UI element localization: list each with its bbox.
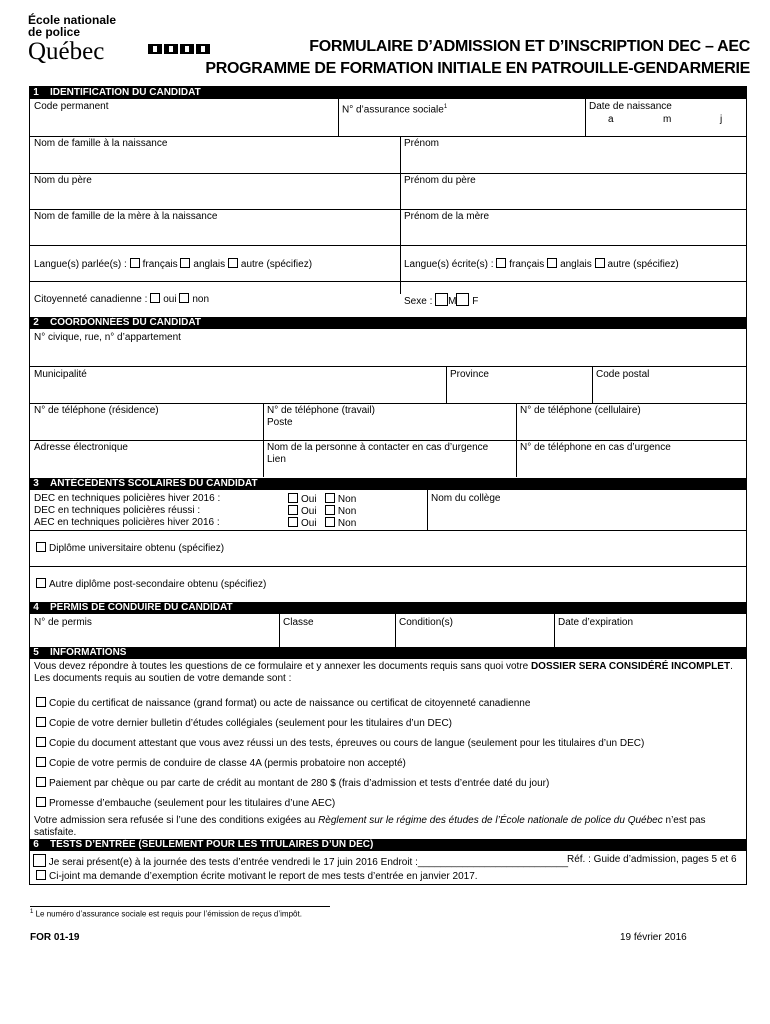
lien-label: Lien [267, 454, 286, 465]
logo-line3: Québec [28, 38, 105, 65]
form-title: FORMULAIRE D’ADMISSION ET D’INSCRIPTION DEC – AEC [309, 38, 750, 55]
doc-6-row: Promesse d’embauche (seulement pour les titulaires d’une AEC) [36, 797, 335, 810]
citoyennete-row: Citoyenneté canadienne : oui non [34, 294, 210, 305]
langues-ecrites-row: Langue(s) écrite(s) : français anglais autre (spécifiez) [404, 259, 679, 270]
form-code: FOR 01-19 [30, 932, 80, 943]
nom-mere-field[interactable]: Nom de famille de la mère à la naissance [34, 211, 218, 222]
prenom-field[interactable]: Prénom [404, 138, 440, 149]
footnote: $^1$ Le numéro d’assurance sociale est requis pour l’émission de reçus d’impôt. [30, 909, 302, 919]
footnote-divider [30, 906, 330, 907]
ecrite-anglais-checkbox[interactable] [547, 258, 557, 268]
doc-2-row: Copie de votre dernier bulletin d’études collégiales (seulement pour les titulaires d’un DEC) [36, 717, 452, 730]
ecrite-francais-checkbox[interactable] [496, 258, 506, 268]
aec-hiver-oui-checkbox[interactable] [288, 517, 298, 527]
section-3-header: 3 ANTÉCÉDENTS SCOLAIRES DU CANDIDAT [30, 478, 746, 490]
parlee-autre-checkbox[interactable] [228, 258, 238, 268]
form-subtitle: PROGRAMME DE FORMATION INITIALE EN PATROUILLE-GENDARMERIE [205, 60, 750, 77]
logo-line2: de police [28, 25, 81, 39]
diplome-univ-row: Diplôme universitaire obtenu (spécifiez) [36, 542, 224, 555]
refus-note-2: satisfaite. [34, 827, 77, 838]
info-intro: Vous devez répondre à toutes les questions de ce formulaire et y annexer les documents requis sans quoi votre DOSSIER SERA CONSIDÉRÉ INCOMPLET. [34, 661, 733, 672]
contact-urgence-field[interactable]: Nom de la personne à contacter en cas d’urgence [267, 442, 489, 453]
dec-hiver-non-checkbox[interactable] [325, 493, 335, 503]
admission-form [29, 86, 747, 885]
dob-year-label: a [608, 114, 614, 125]
doc-1-row: Copie du certificat de naissance (grand format) ou acte de naissance ou certificat de citoyenneté canadienne [36, 697, 530, 710]
doc-1-checkbox[interactable] [36, 697, 46, 707]
section-4-header: 4 PERMIS DE CONDUIRE DU CANDIDAT [30, 602, 746, 614]
form-date: 19 février 2016 [620, 932, 687, 943]
poste-label: Poste [267, 417, 293, 428]
municipalite-field[interactable]: Municipalité [34, 369, 87, 380]
dec-reussi-oui-checkbox[interactable] [288, 505, 298, 515]
tel-residence-field[interactable]: N° de téléphone (résidence) [34, 405, 159, 416]
code-postal-field[interactable]: Code postal [596, 369, 650, 380]
dec-hiver-label: DEC en techniques policières hiver 2016 : [34, 493, 221, 504]
dec-reussi-non-checkbox[interactable] [325, 505, 335, 515]
courriel-field[interactable]: Adresse électronique [34, 442, 128, 453]
parlee-anglais-checkbox[interactable] [180, 258, 190, 268]
tests-exemption-checkbox[interactable] [36, 870, 46, 880]
tel-urgence-field[interactable]: N° de téléphone en cas d’urgence [520, 442, 671, 453]
parlee-francais-checkbox[interactable] [130, 258, 140, 268]
no-permis-field[interactable]: N° de permis [34, 617, 92, 628]
dec-hiver-options: Oui Non [288, 493, 356, 506]
classe-field[interactable]: Classe [283, 617, 314, 628]
expiration-field[interactable]: Date d’expiration [558, 617, 634, 628]
tel-cellulaire-field[interactable]: N° de téléphone (cellulaire) [520, 405, 641, 416]
conditions-field[interactable]: Condition(s) [399, 617, 453, 628]
logo-line1: École nationale [28, 13, 117, 27]
info-intro-2: Les documents requis au soutien de votre demande sont : [34, 673, 292, 684]
citoyennete-oui-checkbox[interactable] [150, 293, 160, 303]
diplome-univ-checkbox[interactable] [36, 542, 46, 552]
refus-note: Votre admission sera refusée si l’une des conditions exigées au Règlement sur le régime des études de l’École nationale de police du Québec n’est pas [34, 815, 706, 826]
aec-hiver-non-checkbox[interactable] [325, 517, 335, 527]
section-6-header: 6 TESTS D’ENTRÉE (SEULEMENT POUR LES TITULAIRES D’UN DEC) [30, 839, 746, 851]
ecrite-autre-checkbox[interactable] [595, 258, 605, 268]
dec-reussi-label: DEC en techniques policières réussi : [34, 505, 201, 516]
code-permanent-field[interactable]: Code permanent [34, 101, 109, 112]
langues-parlees-row: Langue(s) parlée(s) : français anglais autre (spécifiez) [34, 259, 313, 270]
nom-famille-field[interactable]: Nom de famille à la naissance [34, 138, 168, 149]
nas-field[interactable]: N° d’assurance sociale$^1$ [342, 104, 448, 116]
dob-month-label: m [663, 114, 672, 125]
date-naissance-field[interactable]: Date de naissance [589, 101, 672, 112]
province-field[interactable]: Province [450, 369, 489, 380]
autre-diplome-row: Autre diplôme post-secondaire obtenu (spécifiez) [36, 578, 266, 591]
citoyennete-non-checkbox[interactable] [179, 293, 189, 303]
section-2-header: 2 COORDONNÉES DU CANDIDAT [30, 317, 746, 329]
autre-diplome-checkbox[interactable] [36, 578, 46, 588]
prenom-mere-field[interactable]: Prénom de la mère [404, 211, 490, 222]
dec-reussi-options: Oui Non [288, 505, 356, 518]
sexe-row: Sexe : M F [404, 293, 478, 308]
doc-2-checkbox[interactable] [36, 717, 46, 727]
doc-5-row: Paiement par chèque ou par carte de crédit au montant de 280 $ (frais d’admission et tests d’entrée daté du jour) [36, 777, 549, 790]
enpq-logo [28, 14, 188, 70]
tests-exemption-row: Ci-joint ma demande d’exemption écrite motivant le report de mes tests d’entrée en janvier 2017. [36, 870, 478, 883]
guide-reference: Réf. : Guide d’admission, pages 5 et 6 [567, 854, 737, 865]
tel-travail-field[interactable]: N° de téléphone (travail) [267, 405, 375, 416]
doc-4-row: Copie de votre permis de conduire de classe 4A (permis probatoire non accepté) [36, 757, 406, 770]
doc-6-checkbox[interactable] [36, 797, 46, 807]
sexe-f-checkbox[interactable] [456, 293, 469, 306]
aec-hiver-options: Oui Non [288, 517, 356, 530]
section-5-header: 5 INFORMATIONS [30, 647, 746, 659]
dec-hiver-oui-checkbox[interactable] [288, 493, 298, 503]
tests-presence-checkbox[interactable] [33, 854, 46, 867]
prenom-pere-field[interactable]: Prénom du père [404, 175, 476, 186]
section-1-header: 1 IDENTIFICATION DU CANDIDAT [30, 87, 746, 99]
dob-day-label: j [720, 114, 723, 125]
doc-5-checkbox[interactable] [36, 777, 46, 787]
sexe-m-checkbox[interactable] [435, 293, 448, 306]
college-field[interactable]: Nom du collège [431, 493, 501, 504]
aec-hiver-label: AEC en techniques policières hiver 2016 : [34, 517, 220, 528]
tests-presence-row: Je serai présent(e) à la journée des tests d’entrée vendredi le 17 juin 2016 Endroit :___________________________ [33, 854, 568, 869]
doc-3-row: Copie du document attestant que vous avez réussi un des tests, épreuves ou cours de langue (seulement pour les titulaires d’un DEC) [36, 737, 644, 750]
nom-pere-field[interactable]: Nom du père [34, 175, 92, 186]
doc-4-checkbox[interactable] [36, 757, 46, 767]
doc-3-checkbox[interactable] [36, 737, 46, 747]
adresse-field[interactable]: N° civique, rue, n° d’appartement [34, 332, 181, 343]
